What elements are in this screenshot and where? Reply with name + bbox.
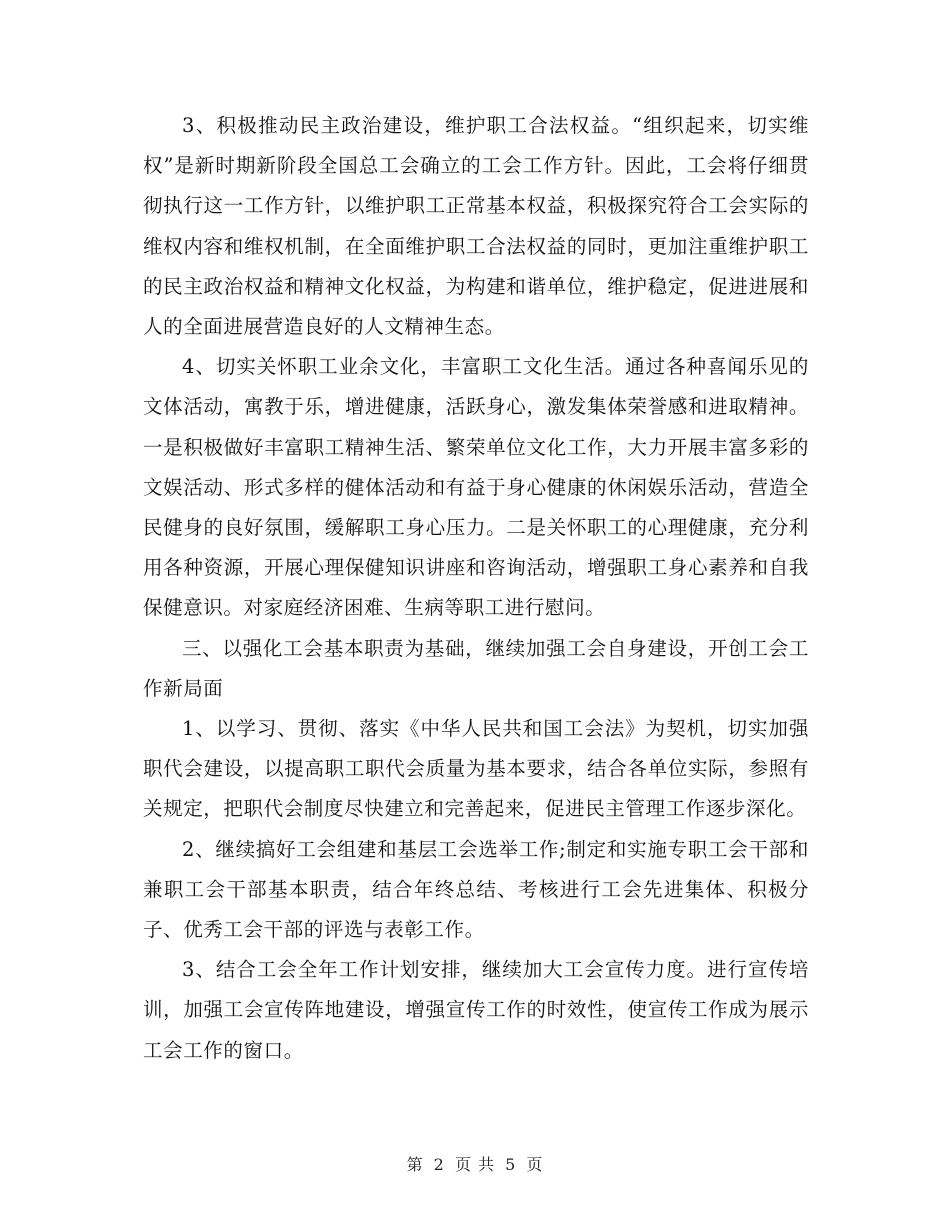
- page-number-footer: [0, 1152, 950, 1175]
- document-body: [143, 106, 809, 1071]
- paragraph-publicity: 3、结合工会全年工作计划安排，继续加大工会宣传力度。进行宣传培训，加强工会宣传阵地建设，增强宣传工作的时效性，使宣传工作成为展示工会工作的窗口。: [143, 958, 809, 1062]
- paragraph-workers-congress: 1、以学习、贯彻、落实《中华人民共和国工会法》为契机，切实加强职代会建设，以提高职工职代会质量为基本要求，结合各单位实际，参照有关规定，把职代会制度尽快建立和完善起来，促进民主管理工作逐步深化。: [143, 717, 809, 821]
- section-heading-three: 三、以强化工会基本职责为基础，继续加强工会自身建设，开创工会工作新局面: [143, 636, 809, 700]
- footer-suffix: 页: [526, 1155, 544, 1174]
- footer-middle: 页 共: [454, 1155, 496, 1174]
- current-page-number: 2: [433, 1155, 445, 1174]
- footer-prefix: 第: [406, 1155, 424, 1174]
- paragraph-union-organization: 2、继续搞好工会组建和基层工会选举工作;制定和实施专职工会干部和兼职工会干部基本职责，结合年终总结、考核进行工会先进集体、积极分子、优秀工会干部的评选与表彰工作。: [143, 837, 809, 942]
- total-page-number: 5: [505, 1155, 517, 1174]
- paragraph-democratic-rights: 3、积极推动民主政治建设，维护职工合法权益。“组织起来，切实维权”是新时期新阶段全国总工会确立的工会工作方针。因此，工会将仔细贯彻执行这一工作方针，以维护职工正常基本权益，积极探究符合工会实际的维权内容和维权机制，在全面维护职工合法权益的同时，更加注重维护职工的民主政治权益和精神文化权益，为构建和谐单位，维护稳定，促进进展和人的全面进展营造良好的人文精神生态。: [143, 114, 809, 339]
- paragraph-culture-life: 4、切实关怀职工业余文化，丰富职工文化生活。通过各种喜闻乐见的文体活动，寓教于乐，增进健康，活跃身心，激发集体荣誉感和进取精神。一是积极做好丰富职工精神生活、繁荣单位文化工作，大力开展丰富多彩的文娱活动、形式多样的健体活动和有益于身心健康的休闲娱乐活动，营造全民健身的良好氛围，缓解职工身心压力。二是关怀职工的心理健康，充分利用各种资源，开展心理保健知识讲座和咨询活动，增强职工身心素养和自我保健意识。对家庭经济困难、生病等职工进行慰问。: [143, 355, 809, 620]
